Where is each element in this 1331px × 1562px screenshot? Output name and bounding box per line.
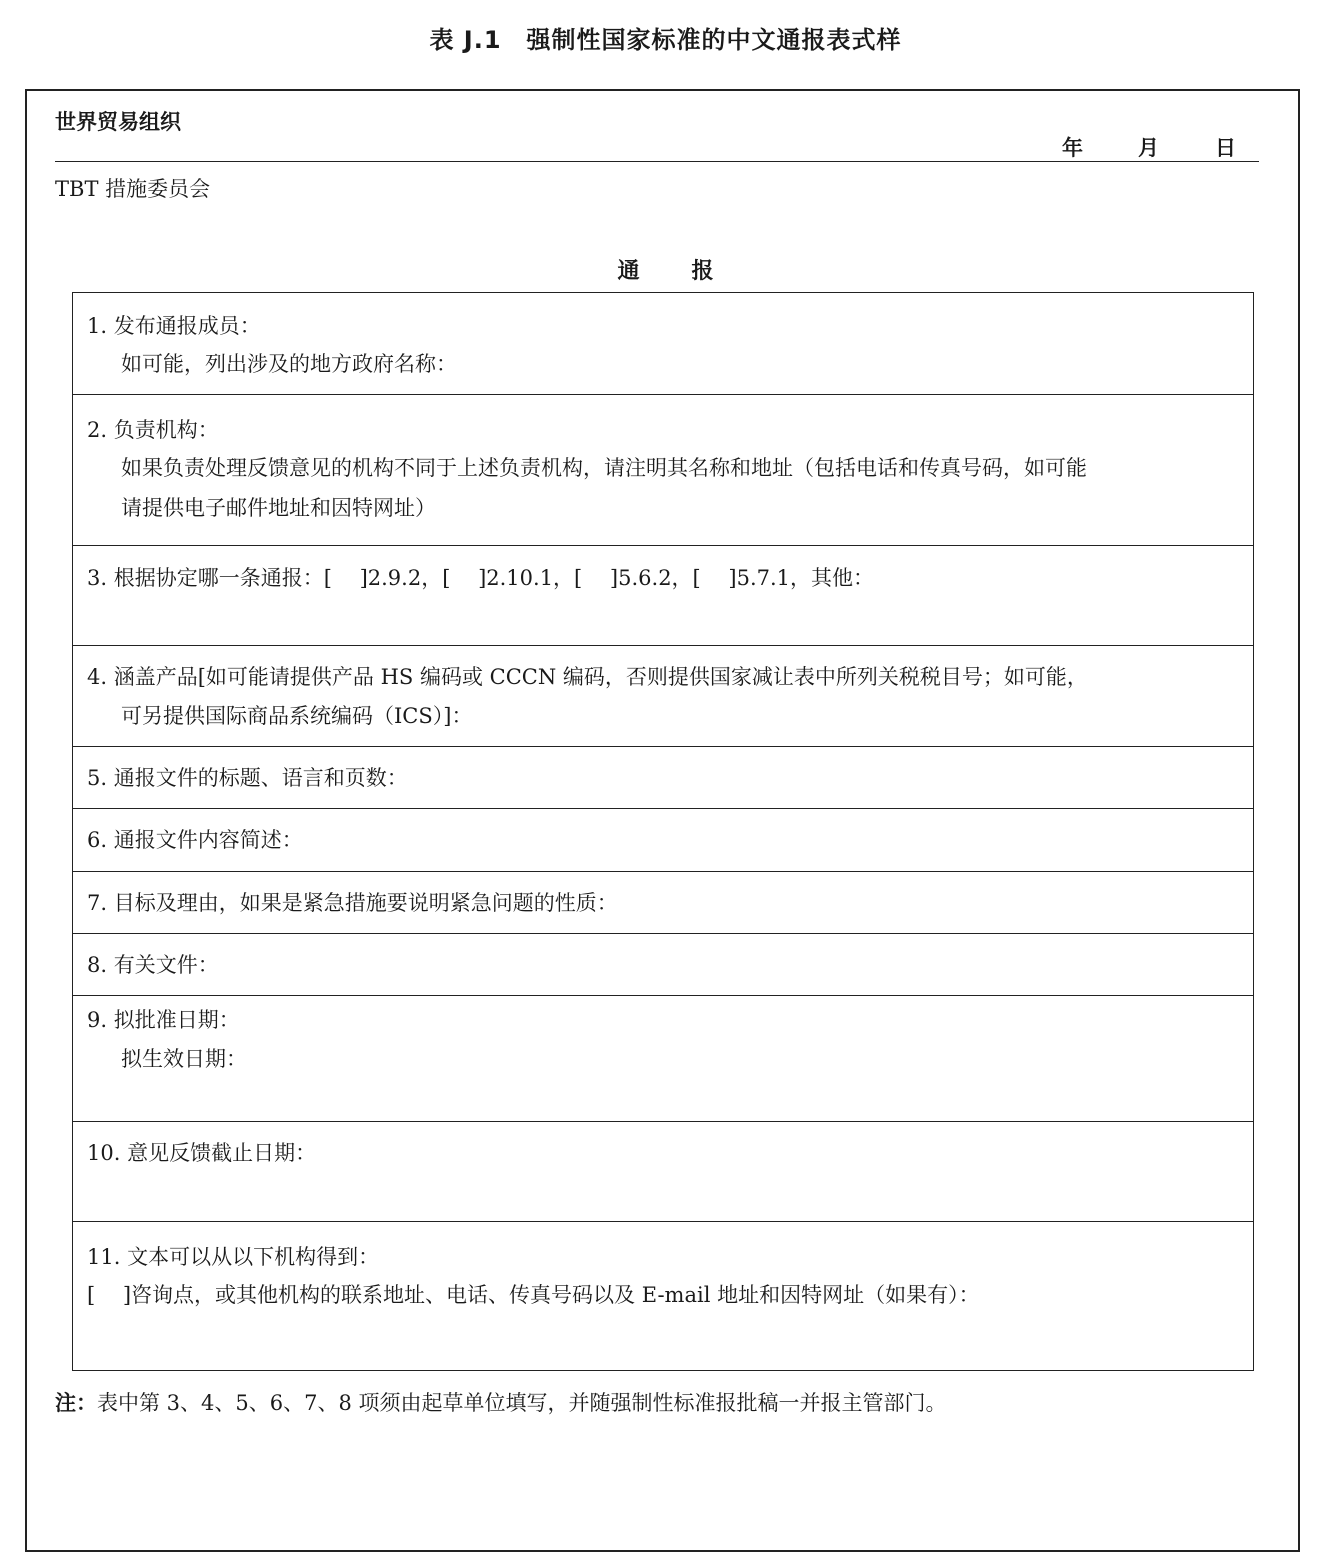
item-5-line-1: 5. 通报文件的标题、语言和页数： xyxy=(87,766,408,790)
item-4-line-1: 4. 涵盖产品[如可能请提供产品 HS 编码或 CCCN 编码，否则提供国家减让表中所列关税税目号；如可能， xyxy=(87,665,1088,689)
item-row-4 xyxy=(73,645,1253,746)
item-row-10 xyxy=(73,1121,1253,1221)
item-row-2 xyxy=(73,394,1253,545)
item-2-line-1: 2. 负责机构： xyxy=(87,418,219,442)
item-row-6 xyxy=(73,808,1253,871)
item-row-5 xyxy=(73,746,1253,808)
committee-name: TBT 措施委员会 xyxy=(55,177,211,201)
item-row-7 xyxy=(73,871,1253,933)
item-1-line-1: 1. 发布通报成员： xyxy=(87,314,261,338)
footnote-text: 表中第 3、4、5、6、7、8 项须由起草单位填写，并随强制性标准报批稿一并报主管部门。 xyxy=(97,1391,947,1415)
header-divider xyxy=(55,161,1259,162)
item-2-line-3: 请提供电子邮件地址和因特网址） xyxy=(121,496,436,520)
item-11-line-2: [ ]咨询点，或其他机构的联系地址、电话、传真号码以及 E-mail 地址和因特网址（如果有）： xyxy=(87,1283,980,1307)
notification-heading xyxy=(0,254,1331,285)
table-title: 表 J.1 强制性国家标准的中文通报表式样 xyxy=(429,26,902,54)
item-1-line-2: 如可能，列出涉及的地方政府名称： xyxy=(121,352,457,376)
item-row-9 xyxy=(73,995,1253,1121)
item-3-line-1: 3. 根据协定哪一条通报：[ ]2.9.2，[ ]2.10.1，[ ]5.6.2，[ ]5.7.1，其他： xyxy=(87,566,875,590)
footnote-label: 注： xyxy=(55,1391,97,1415)
item-row-1 xyxy=(73,293,1253,394)
footnote xyxy=(55,1387,947,1417)
date-month-label: 月 xyxy=(1138,136,1159,160)
notification-table xyxy=(72,292,1254,1371)
item-row-8 xyxy=(73,933,1253,995)
notification-heading-char-2: 报 xyxy=(691,259,714,284)
item-11-line-1: 11. 文本可以从以下机构得到： xyxy=(87,1245,380,1269)
item-7-line-1: 7. 目标及理由，如果是紧急措施要说明紧急问题的性质： xyxy=(87,891,618,915)
item-row-3 xyxy=(73,545,1253,645)
item-4-line-2: 可另提供国际商品系统编码（ICS）]： xyxy=(121,704,473,728)
date-day-label: 日 xyxy=(1215,136,1236,160)
item-8-line-1: 8. 有关文件： xyxy=(87,953,219,977)
item-10-line-1: 10. 意见反馈截止日期： xyxy=(87,1141,317,1165)
item-9-line-2: 拟生效日期： xyxy=(121,1047,247,1071)
item-row-11 xyxy=(73,1221,1253,1372)
notification-heading-char-1: 通 xyxy=(617,259,640,284)
item-2-line-2: 如果负责处理反馈意见的机构不同于上述负责机构，请注明其名称和地址（包括电话和传真号码，如可能 xyxy=(121,456,1087,480)
item-6-line-1: 6. 通报文件内容简述： xyxy=(87,828,303,852)
item-9-line-1: 9. 拟批准日期： xyxy=(87,1008,240,1032)
organization-name: 世界贸易组织 xyxy=(55,110,181,134)
date-year-label: 年 xyxy=(1062,136,1083,160)
